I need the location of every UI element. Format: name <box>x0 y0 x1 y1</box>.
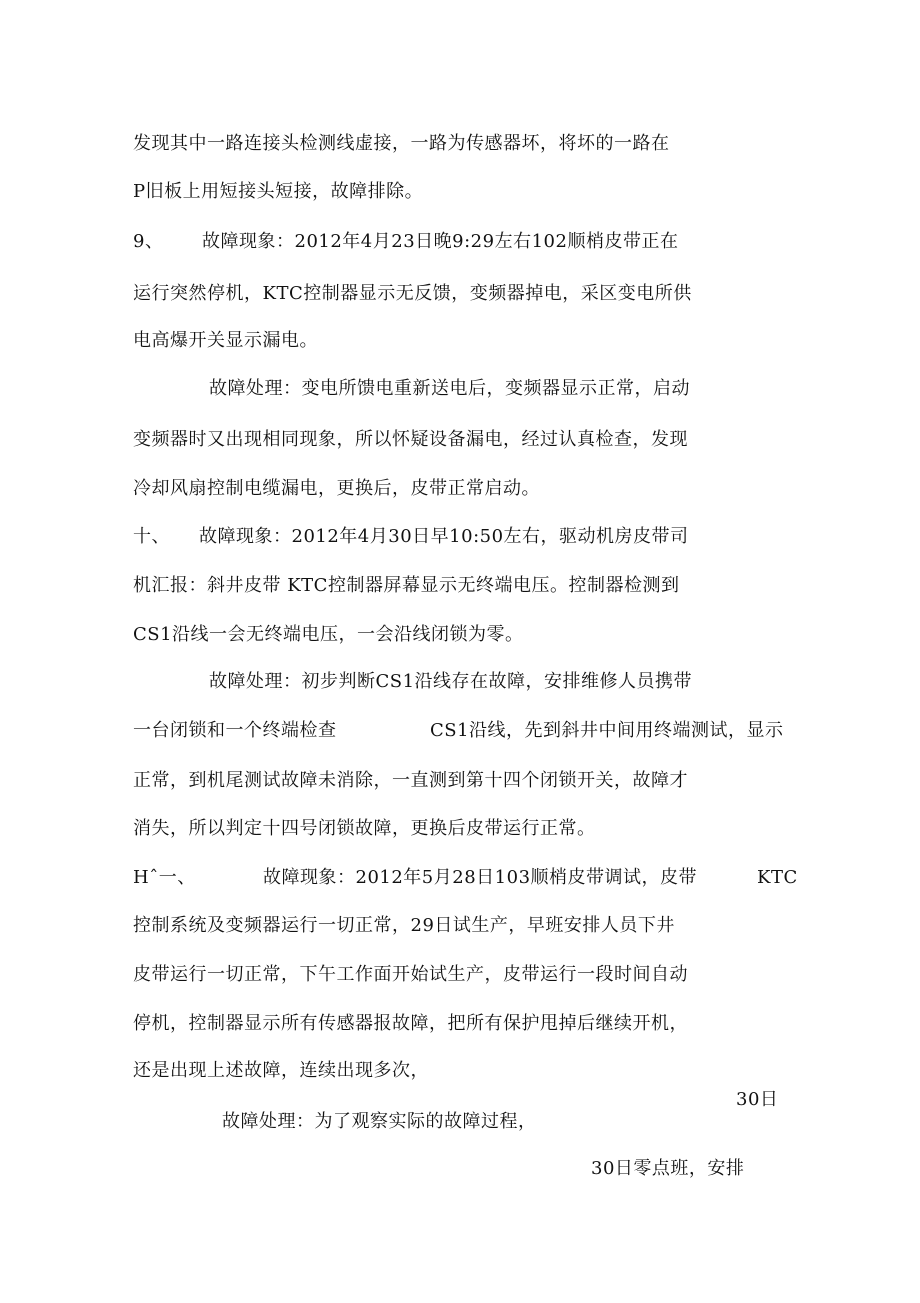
text-line: 一台闭锁和一个终端检查 <box>133 720 337 741</box>
text-line: 变频器时又出现相同现象，所以怀疑设备漏电，经过认真检查，发现 <box>133 429 688 450</box>
text-line: 正常，到机尾测试故障未消除，一直测到第十四个闭锁开关，故障才 <box>133 770 688 791</box>
text-line: 故障现象：2012年4月30日早10:50左右，驱动机房皮带司 <box>199 526 689 547</box>
text-line: 发现其中一路连接头检测线虚接，一路为传感器坏，将坏的一路在 <box>133 133 670 154</box>
text-line: 故障处理：初步判断CS1沿线存在故障，安排维修人员携带 <box>209 671 693 692</box>
item-number: 十、 <box>133 526 170 547</box>
text-line: 电高爆开关显示漏电。 <box>133 330 318 351</box>
text-line: 故障现象：2012年5月28日103顺梢皮带调试，皮带 <box>263 867 698 888</box>
text-line: 故障处理：为了观察实际的故障过程， <box>222 1111 537 1132</box>
item-number: Hˆ一、 <box>133 867 196 888</box>
text-line: 故障现象：2012年4月23日晚9:29左右102顺梢皮带正在 <box>202 231 679 252</box>
text-line: 30日 <box>736 1089 779 1110</box>
text-line: 皮带运行一切正常，下午工作面开始试生产，皮带运行一段时间自动 <box>133 964 688 985</box>
text-line: 停机，控制器显示所有传感器报故障，把所有保护甩掉后继续开机， <box>133 1013 688 1034</box>
text-line: 故障处理：变电所馈电重新送电后，变频器显示正常，启动 <box>209 378 690 399</box>
text-line: CS1沿线一会无终端电压，一会沿线闭锁为零。 <box>133 624 524 645</box>
text-line: P旧板上用短接头短接，故障排除。 <box>133 181 424 202</box>
item-number: 9、 <box>133 231 164 252</box>
text-line: 30日零点班，安排 <box>591 1158 745 1179</box>
text-line: 消失，所以判定十四号闭锁故障，更换后皮带运行正常。 <box>133 818 596 839</box>
text-line: 控制系统及变频器运行一切正常，29日试生产，早班安排人员下井 <box>133 915 675 936</box>
text-line: CS1沿线，先到斜井中间用终端测试，显示 <box>430 720 784 741</box>
text-line: 冷却风扇控制电缆漏电，更换后，皮带正常启动。 <box>133 478 540 499</box>
text-line: 还是出现上述故障，连续出现多次， <box>133 1060 429 1081</box>
text-line: 运行突然停机，KTC控制器显示无反馈，变频器掉电，采区变电所供 <box>133 283 692 304</box>
text-line: 机汇报：斜井皮带 KTC控制器屏幕显示无终端电压。控制器检测到 <box>133 575 680 596</box>
text-line: KTC <box>757 867 798 888</box>
